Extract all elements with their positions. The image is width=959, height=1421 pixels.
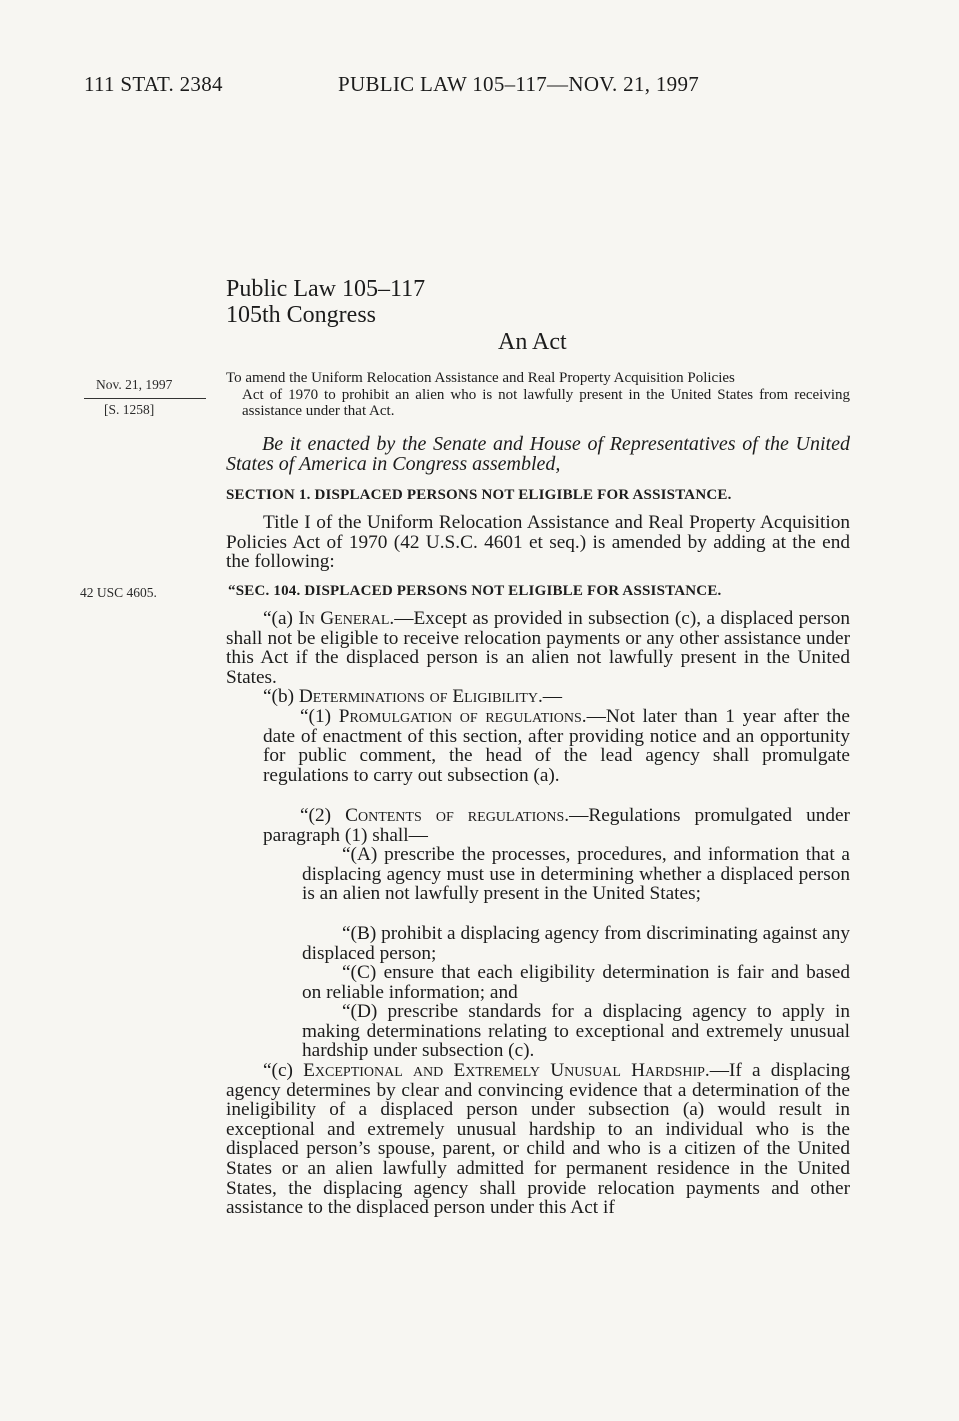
paragraph-b1-prefix: “(1) xyxy=(300,706,339,727)
subsection-b-suffix: .— xyxy=(537,686,563,707)
subparagraph-B: “(B) prohibit a displacing agency from discriminating against any displaced person; xyxy=(302,923,850,964)
purpose-first-line: To amend the Uniform Relocation Assistance and Real Property Acquisition Policies xyxy=(226,370,735,386)
paragraph-b2-caption: Contents of regulations xyxy=(345,805,565,826)
law-number-title: Public Law 105–117 xyxy=(226,276,426,302)
paragraph-b2 xyxy=(263,806,850,845)
act-label: An Act xyxy=(498,329,567,355)
subsection-a-caption: In General xyxy=(298,608,390,629)
law-number-date: PUBLIC LAW 105–117—NOV. 21, 1997 xyxy=(338,72,700,96)
subparagraph-C: “(C) ensure that each eligibility determination is fair and based on reliable information; and xyxy=(302,962,850,1003)
paragraph-b1 xyxy=(263,707,850,785)
margin-note-usc: 42 USC 4605. xyxy=(80,585,157,600)
subsection-b-heading xyxy=(263,687,887,707)
subparagraph-D: “(D) prescribe standards for a displacing agency to apply in making determinations relating to exceptional and extremely unusual hardship under subsection (c). xyxy=(302,1001,850,1062)
paragraph-b1-caption: Promulgation of regulations xyxy=(338,706,582,727)
subsection-a-prefix: “(a) xyxy=(263,608,299,629)
subsection-c-prefix: “(c) xyxy=(263,1060,304,1081)
subsection-b-prefix: “(b) xyxy=(263,686,299,707)
margin-note-bill: [S. 1258] xyxy=(104,402,155,417)
subsection-a xyxy=(226,609,850,687)
subsection-a-text: .—Except as provided in subsection (c), a displaced person shall not be eligible to receive relocation payments or any other assistance under this Act if the displaced person is an alien not lawfully present in the United States. xyxy=(226,608,850,688)
subsection-c-text: .—If a displacing agency determines by clear and convincing evidence that a determination of the ineligibility of a displaced person under subsection (a) would result in exceptional and extremely unusual hardship to an individual who is the displaced person’s spouse, parent, or child and who is a citizen of the United States or an alien lawfully admitted for permanent residence in the United States, the displacing agency shall provide relocation payments and other assistance to the displaced person under this Act if xyxy=(226,1060,850,1219)
subsection-c xyxy=(226,1061,850,1218)
subsection-b-caption: Determinations of Eligibility xyxy=(298,686,538,707)
paragraph-b2-text: .—Regulations promulgated under paragraph (1) shall— xyxy=(263,805,850,846)
subsection-c-caption: Exceptional and Extremely Unusual Hardship xyxy=(303,1060,705,1081)
section-1-text: Title I of the Uniform Relocation Assistance and Real Property Acquisition Policies Act of 1970 (42 U.S.C. 4601 et seq.) is amended by adding at the end the following: xyxy=(226,512,850,573)
stat-citation: 111 STAT. 2384 xyxy=(84,72,223,96)
margin-divider xyxy=(84,398,206,399)
paragraph-b2-prefix: “(2) xyxy=(300,805,346,826)
purpose-clause xyxy=(226,370,850,420)
purpose-rest: Act of 1970 to prohibit an alien who is not lawfully present in the United States from receiving assistance under that Act. xyxy=(242,386,850,419)
margin-note-date: Nov. 21, 1997 xyxy=(96,377,173,392)
subparagraph-A: “(A) prescribe the processes, procedures, and information that a displacing agency must use in determining whether a displaced person is an alien not lawfully present in the United States; xyxy=(302,844,850,905)
section-1-heading: SECTION 1. DISPLACED PERSONS NOT ELIGIBLE FOR ASSISTANCE. xyxy=(226,487,732,503)
paragraph-b1-text: .—Not later than 1 year after the date of enactment of this section, after providing notice and an opportunity for public comment, the head of the lead agency shall promulgate regulations to carry out subsection (a). xyxy=(263,706,850,786)
sec-104-heading: “SEC. 104. DISPLACED PERSONS NOT ELIGIBLE FOR ASSISTANCE. xyxy=(228,583,722,599)
enacting-clause: Be it enacted by the Senate and House of Representatives of the United States of America in Congress assembled, xyxy=(226,433,850,475)
congress-title: 105th Congress xyxy=(226,302,376,328)
